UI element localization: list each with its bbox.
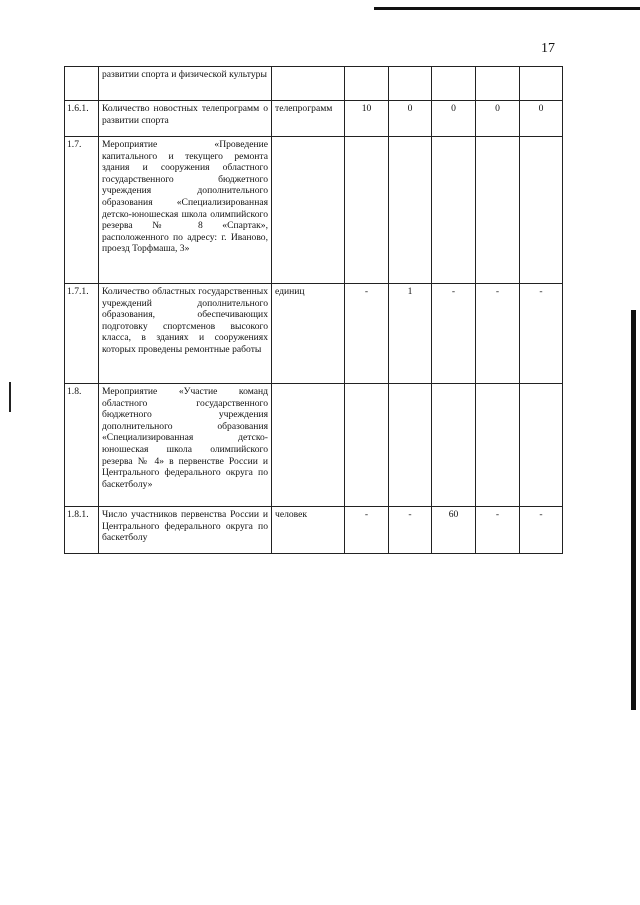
table-row [65,384,563,507]
row-unit: человек [272,507,345,554]
value-cell: - [389,507,432,554]
value-cell: - [432,284,476,384]
value-cell: 0 [389,101,432,137]
row-number: 1.7.1. [65,284,99,384]
value-cell: 60 [432,507,476,554]
table-row [65,101,563,137]
scan-top-edge-mark [374,7,640,10]
value-cell [432,67,476,101]
table-row [65,507,563,554]
value-cell [345,384,389,507]
row-description: Количество новостных телепрограмм о развитии спорта [99,101,272,137]
row-number: 1.6.1. [65,101,99,137]
row-unit [272,384,345,507]
table-row [65,67,563,101]
row-unit [272,137,345,284]
table-row [65,284,563,384]
row-number: 1.7. [65,137,99,284]
row-description: Мероприятие «Участие команд областного государственного бюджетного учреждения дополнительного образования «Специализированная детско-юношеская школа олимпийского резерва № 4» в первенстве России и Центрального федерального округа по баскетболу» [99,384,272,507]
value-cell: - [345,507,389,554]
value-cell: 1 [389,284,432,384]
value-cell: 0 [476,101,520,137]
value-cell [389,137,432,284]
value-cell [389,384,432,507]
value-cell: - [345,284,389,384]
value-cell: - [520,284,563,384]
row-number [65,67,99,101]
value-cell: - [476,507,520,554]
value-cell [432,137,476,284]
scan-right-edge-mark [631,310,636,710]
row-number: 1.8. [65,384,99,507]
value-cell [520,384,563,507]
row-description: развитии спорта и физической культуры [99,67,272,101]
value-cell [432,384,476,507]
value-cell: 0 [432,101,476,137]
value-cell [520,67,563,101]
value-cell [476,384,520,507]
value-cell [520,137,563,284]
row-description: Мероприятие «Проведение капитального и текущего ремонта здания и сооружения областного государственного бюджетного учреждения дополнительного образования «Специализированная детско-юношеская школа олимпийского резерва № 8 «Спартак», расположенного по адресу: г. Иваново, проезд Торфмаша, 3» [99,137,272,284]
row-unit [272,67,345,101]
indicators-table [64,66,563,554]
value-cell [389,67,432,101]
value-cell: - [476,284,520,384]
row-unit: телепрограмм [272,101,345,137]
row-description: Количество областных государственных учреждений дополнительного образования, обеспечивающих подготовку спортсменов высокого класса, в зданиях и сооружениях которых проведены ремонтные работы [99,284,272,384]
page-number: 17 [541,41,555,56]
row-unit: единиц [272,284,345,384]
row-number: 1.8.1. [65,507,99,554]
value-cell [345,67,389,101]
value-cell: 10 [345,101,389,137]
row-description: Число участников первенства России и Центрального федерального округа по баскетболу [99,507,272,554]
value-cell [476,67,520,101]
value-cell [345,137,389,284]
value-cell [476,137,520,284]
value-cell: - [520,507,563,554]
table-row [65,137,563,284]
scan-left-margin-mark [9,382,11,412]
value-cell: 0 [520,101,563,137]
